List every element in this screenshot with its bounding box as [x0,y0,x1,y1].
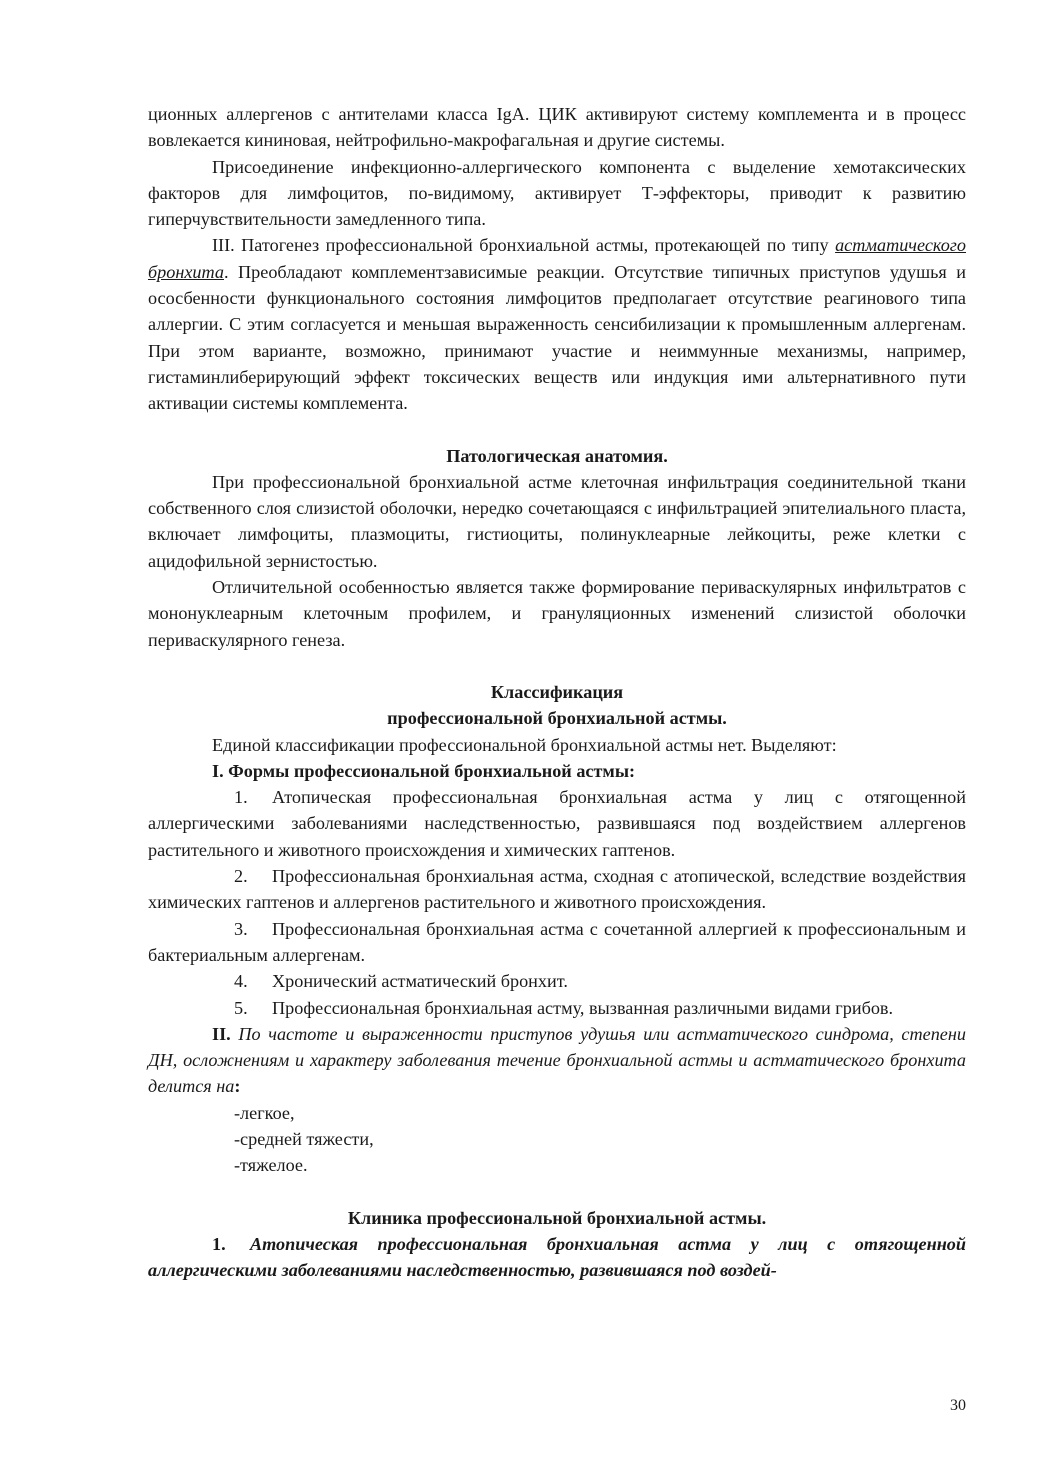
list-number: 3. [234,918,248,939]
paragraph [148,232,966,416]
list-number: 4. [234,971,248,992]
page-number: 30 [950,1397,966,1414]
list-number: 1. [234,787,248,808]
list-item [148,968,966,994]
list-text: Профессиональная бронхиальная астму, вызванная различными видами грибов. [272,997,894,1018]
paragraph [148,1231,966,1284]
list-item [148,995,966,1021]
paragraph: При профессиональной бронхиальной астме клеточная инфильтрация соединительной ткани собственного слоя слизистой оболочки, нередко сочетающаяся с инфильтрацией эпителиального пласта, включает лимфоциты, плазмоциты, гистиоциты, полинуклеарные лейкоциты, реже клетки с ацидофильной зернистостью. [148,471,966,571]
list-number: 1. [212,1233,226,1254]
list-text: Хронический астматический бронхит. [272,971,568,992]
severity-item: -тяжелое. [234,1155,308,1176]
paragraph: Присоединение инфекционно-аллергического компонента с выделение хемотаксических факторов для лимфоцитов, по-видимому, активирует Т-эффекторы, приводит к развитию гиперчувствительности замедленного типа. [148,156,966,230]
section-heading-classification-sub: профессиональной бронхиальной астмы. [387,708,727,729]
paragraph-lead: III. Патогенез профессиональной бронхиальной астмы, протекающей по типу [212,235,836,256]
list-text: Профессиональная бронхиальная астма, сходная с атопической, вследствие воздействия химических гаптенов и аллергенов растительного и животного происхождения. [148,866,966,913]
roman-numeral: II. [212,1023,231,1044]
term-underlined: астматического бронхита [148,235,966,282]
paragraph: ционных аллергенов с антителами класса IgA. ЦИК активируют систему комплемента и в процесс вовлекается кининовая, нейтрофильно-макрофагальная и другие системы. [148,104,966,151]
list-item [148,916,966,969]
section-heading-classification: Классификация [490,681,624,702]
list-number: 2. [234,866,248,887]
section-heading-anatomy: Патологическая анатомия. [446,445,668,466]
paragraph-rest: . Преобладают комплементзависимые реакции. Отсутствие типичных приступов удушья и ососбенности функционального состояния лимфоцитов предполагает отсутствие реагинового типа аллергии. С этим согласуется и меньшая выраженность сенсибилизации к промышленным аллергенам. При этом варианте, возможно, принимают участие и неиммунные механизмы, например, гистаминлиберирующий эффект токсических веществ или индукция ими альтернативного пути активации системы комплемента. [148,261,966,414]
paragraph-italic: По частоте и выраженности приступов удушья или астматического синдрома, степени ДН, осложнениям и характеру заболевания течение бронхиальной астмы и астматического бронхита делится на [148,1023,966,1097]
list-item [148,784,966,863]
paragraph: Отличительной особенностью является также формирование периваскулярных инфильтратов с мононуклеарным клеточным профилем, и грануляционных изменений слизистой оболочки периваскулярного генеза. [148,577,966,650]
paragraph: Единой классификации профессиональной бронхиальной астмы нет. Выделяют: [212,734,837,755]
forms-heading: I. Формы профессиональной бронхиальной астмы: [212,760,636,781]
paragraph [148,1021,966,1100]
severity-item: -легкое, [234,1102,295,1123]
document-page [148,101,966,1283]
colon: : [234,1076,241,1097]
list-item [148,863,966,916]
list-text: Профессиональная бронхиальная астма с сочетанной аллергией к профессиональным и бактериальным аллергенам. [148,918,966,965]
severity-item: -средней тяжести, [234,1128,374,1149]
section-heading-clinic: Клиника профессиональной бронхиальной астмы. [347,1207,767,1228]
list-text: Атопическая профессиональная бронхиальная астма у лиц с отягощенной аллергическими заболеваниями наследственностью, развившаяся под воздействием аллергенов растительного и животного происхождения и химических гаптенов. [148,787,966,860]
list-number: 5. [234,997,248,1018]
paragraph-bold-italic: Атопическая профессиональная бронхиальная астма у лиц с отягощенной аллергическими заболеваниями наследственностью, развившаяся под воздей- [148,1233,966,1281]
